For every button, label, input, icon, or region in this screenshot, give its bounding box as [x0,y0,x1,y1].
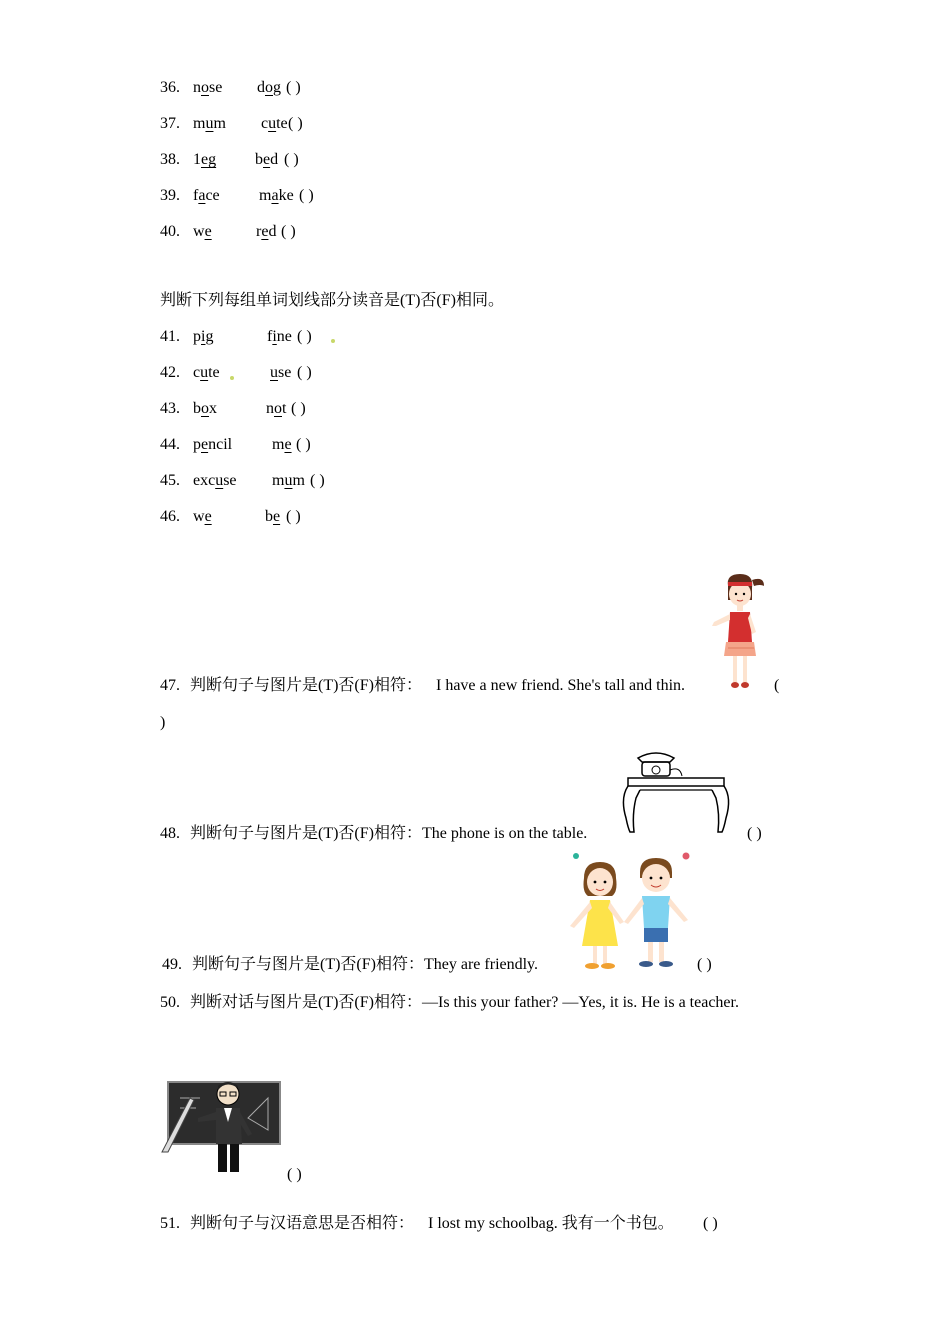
question-number: 37. [160,115,180,132]
answer-paren[interactable]: ( ) [297,364,312,381]
phonics-item [160,186,314,206]
question-sentence: —Is this your father? —Yes, it is. He is a teacher. [422,994,739,1011]
word-2: red [256,223,277,240]
answer-paren[interactable]: ( ) [310,472,325,489]
phonics-item [160,222,296,242]
underlined-letters: o [201,400,209,417]
underlined-letters: e [201,436,209,453]
underlined-letters: u [215,472,224,489]
phonics-item [160,327,312,347]
underlined-letters: i [201,328,206,345]
underlined-letters: e [273,508,281,525]
phonics-item [160,78,301,98]
answer-paren[interactable]: ( ) [296,436,311,453]
question-number: 36. [160,79,180,96]
word-2: dog [257,79,281,96]
question-label: 判断句子与汉语意思是否相符： [190,1215,415,1232]
question-label: 判断句子与图片是(T)否(F)相符： [192,956,424,973]
question-label: 判断句子与图片是(T)否(F)相符： [190,825,422,842]
phonics-item [160,363,312,383]
question-label: 判断对话与图片是(T)否(F)相符： [190,994,422,1011]
word-2: use [270,364,292,381]
underlined-letters: u [205,115,214,132]
question-number: 47. [160,677,180,694]
question-number: 39. [160,187,180,204]
answer-paren[interactable]: ( ) [284,151,299,168]
question-number: 41. [160,328,180,345]
question-number: 44. [160,436,180,453]
underlined-letters: i [272,328,277,345]
underlined-letters: e [261,223,269,240]
word-1: mum [193,115,226,132]
underlined-letters: a [198,187,206,204]
question-number: 42. [160,364,180,381]
word-1: excuse [193,472,237,489]
word-2: make [259,187,294,204]
question-number: 49. [162,956,182,973]
underlined-letters: u [270,364,278,381]
word-1: we [193,223,212,240]
phonics-item [160,471,325,491]
phone-on-table-illustration [620,748,734,836]
word-2: be [265,508,281,525]
question-sentence: I have a new friend. She's tall and thin. [436,677,686,694]
word-2: bed [255,151,279,168]
underlined-letters: e [284,436,292,453]
answer-paren[interactable]: ( ) [697,956,712,973]
underlined-letters: eg [201,151,217,168]
answer-paren[interactable]: ( ) [297,328,312,345]
question-number: 45. [160,472,180,489]
word-2: me [272,436,292,453]
word-1: cute [193,364,220,381]
answer-paren[interactable]: ( ) [747,825,762,842]
answer-paren[interactable]: ( ) [286,508,301,525]
question-number: 48. [160,825,180,842]
answer-paren[interactable]: ( ) [288,115,303,132]
underlined-letters: a [271,187,279,204]
question-number: 38. [160,151,180,168]
word-2: cute [261,115,288,132]
question-label: 判断句子与图片是(T)否(F)相符： [190,677,422,694]
question-number: 50. [160,994,180,1011]
underlined-letters: e [204,223,212,240]
teacher-illustration [160,1078,282,1178]
friends-illustration [566,852,694,972]
question-number: 43. [160,400,180,417]
question-49 [162,955,538,975]
answer-paren-close[interactable]: ) [160,714,166,731]
question-51 [160,1214,674,1234]
question-sentence: I lost my schoolbag. 我有一个书包。 [428,1215,674,1232]
answer-paren[interactable]: ( ) [291,400,306,417]
answer-paren[interactable]: ( ) [299,187,314,204]
question-50 [160,993,739,1013]
word-2: fine [267,328,292,345]
question-48 [160,824,587,844]
answer-paren[interactable]: ( ) [286,79,301,96]
phonics-item [160,435,311,455]
word-2: not [266,400,287,417]
phonics-item [160,114,303,134]
answer-paren[interactable]: ( ) [703,1215,718,1232]
phonics-item [160,399,306,419]
question-number: 46. [160,508,180,525]
underlined-letters: u [284,472,293,489]
question-sentence: The phone is on the table. [422,825,588,842]
word-1: 1eg [193,151,217,168]
underlined-letters: o [201,79,209,96]
underlined-letters: e [263,151,271,168]
underlined-letters: o [274,400,282,417]
decorative-dot [331,339,335,343]
question-number: 51. [160,1215,180,1232]
answer-paren-open[interactable]: ( [774,677,780,694]
answer-paren[interactable]: ( ) [281,223,296,240]
answer-paren[interactable]: ( ) [287,1166,302,1183]
underlined-letters: u [268,115,277,132]
word-1: we [193,508,212,525]
underlined-letters: e [204,508,212,525]
decorative-dot [230,376,234,380]
underlined-letters: o [265,79,273,96]
word-1: box [193,400,217,417]
phonics-item [160,150,299,170]
word-1: pig [193,328,214,345]
underlined-letters: u [200,364,209,381]
question-sentence: They are friendly. [424,956,539,973]
girl-illustration [706,570,770,696]
question-number: 40. [160,223,180,240]
question-47 [160,676,685,696]
word-2: mum [272,472,305,489]
word-1: face [193,187,220,204]
section-instruction: 判断下列每组单词划线部分读音是(T)否(F)相同。 [160,292,504,309]
phonics-item [160,507,301,527]
word-1: nose [193,79,223,96]
word-1: pencil [193,436,233,453]
